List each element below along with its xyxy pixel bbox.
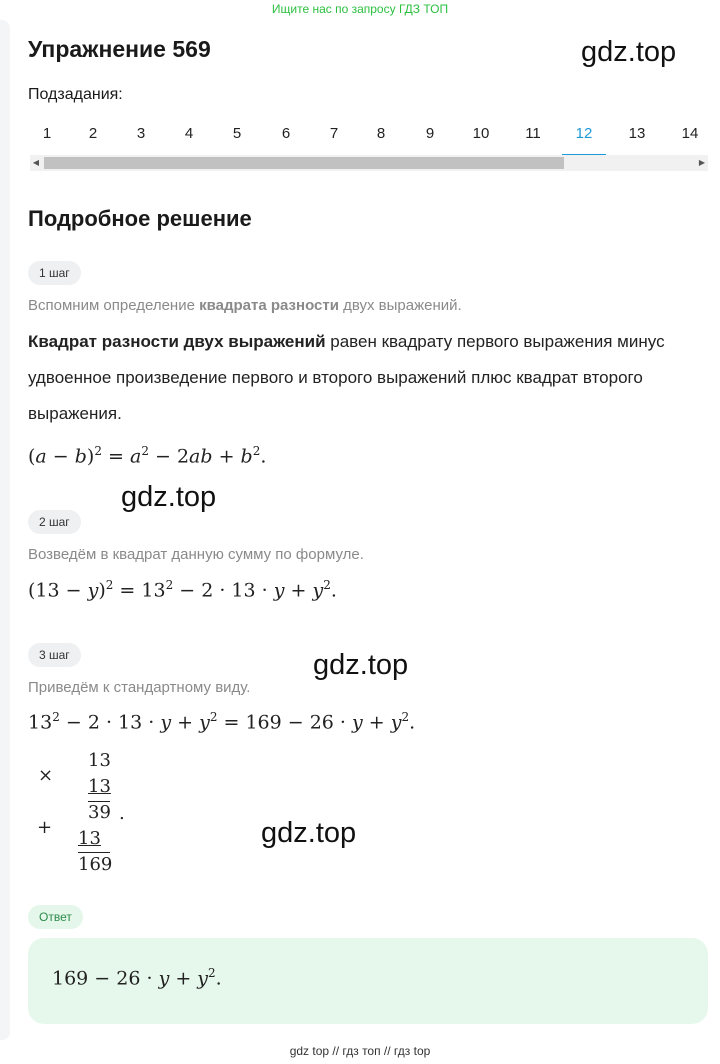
step-1-badge: 1 шаг [28,261,81,285]
mult-dot: . [119,803,125,824]
tab-9[interactable]: 9 [425,125,435,142]
tab-3[interactable]: 3 [136,125,146,142]
answer-box [28,938,708,1024]
step-3-hint: Приведём к стандартному виду. [28,679,251,696]
solution-title: Подробное решение [28,206,252,231]
step-3-badge: 3 шаг [28,643,81,667]
definition-text: Квадрат разности двух выражений равен квадрату первого выражения минус удвоенное произведение первого и второго выражений плюс квадрат второго выражения. [28,332,665,423]
step-1-hint: Вспомним определение квадрата разности двух выражений. [28,297,462,314]
tab-12[interactable]: 12 [562,118,606,156]
scroll-left-arrow-icon[interactable]: ◀ [32,158,40,167]
promo-banner[interactable]: Ищите нас по запросу ГДЗ ТОП [271,2,449,16]
scrollbar-thumb[interactable] [44,157,564,169]
tab-14[interactable]: 14 [681,125,699,142]
mult-line [88,801,110,802]
watermark: gdz.top [121,481,217,513]
tab-5[interactable]: 5 [232,125,242,142]
scroll-right-arrow-icon[interactable]: ▶ [698,158,706,167]
sum-line [78,852,110,853]
tab-11[interactable]: 11 [525,125,541,142]
subtasks-label: Подзадания: [28,86,123,103]
footer-links[interactable]: gdz top // гдз топ // гдз top [289,1044,431,1058]
partial-product-2: 13 [78,828,101,849]
formula-standard-form: $13^2 - 2 \cdot 13 \cdot y + y^2 = 169 - 26 \cdot y + y^2$. [28,710,416,734]
tab-1[interactable]: 1 [42,125,52,142]
plus-sign: + [37,817,53,838]
watermark: gdz.top [261,817,357,849]
tab-7[interactable]: 7 [329,125,339,142]
multiplier: 13 [88,776,111,797]
times-sign: × [38,765,54,786]
content-edge [0,20,10,1040]
product-result: 169 [78,854,113,875]
tab-13[interactable]: 13 [628,125,646,142]
answer-formula: $169 - 26 \cdot y + y^2$. [52,966,222,990]
tab-4[interactable]: 4 [184,125,194,142]
tabs-scrollbar[interactable] [30,155,708,171]
tab-8[interactable]: 8 [376,125,386,142]
partial-product-1: 39 [88,802,111,823]
tab-10[interactable]: 10 [472,125,490,142]
subtask-tabs [20,118,710,156]
exercise-title: Упражнение 569 [28,36,211,62]
watermark: gdz.top [313,649,409,681]
tab-2[interactable]: 2 [88,125,98,142]
multiplicand: 13 [88,750,111,771]
answer-badge: Ответ [28,905,83,929]
watermark: gdz.top [581,36,677,68]
step-2-badge: 2 шаг [28,510,81,534]
formula-expand: $(13 - y)^2 = 13^2 - 2 \cdot 13 \cdot y + y^2$. [28,578,337,602]
step-2-hint: Возведём в квадрат данную сумму по формуле. [28,546,364,563]
tab-6[interactable]: 6 [281,125,291,142]
formula-square-difference: $(a - b)^2 = a^2 - 2ab + b^2$. [28,444,267,468]
